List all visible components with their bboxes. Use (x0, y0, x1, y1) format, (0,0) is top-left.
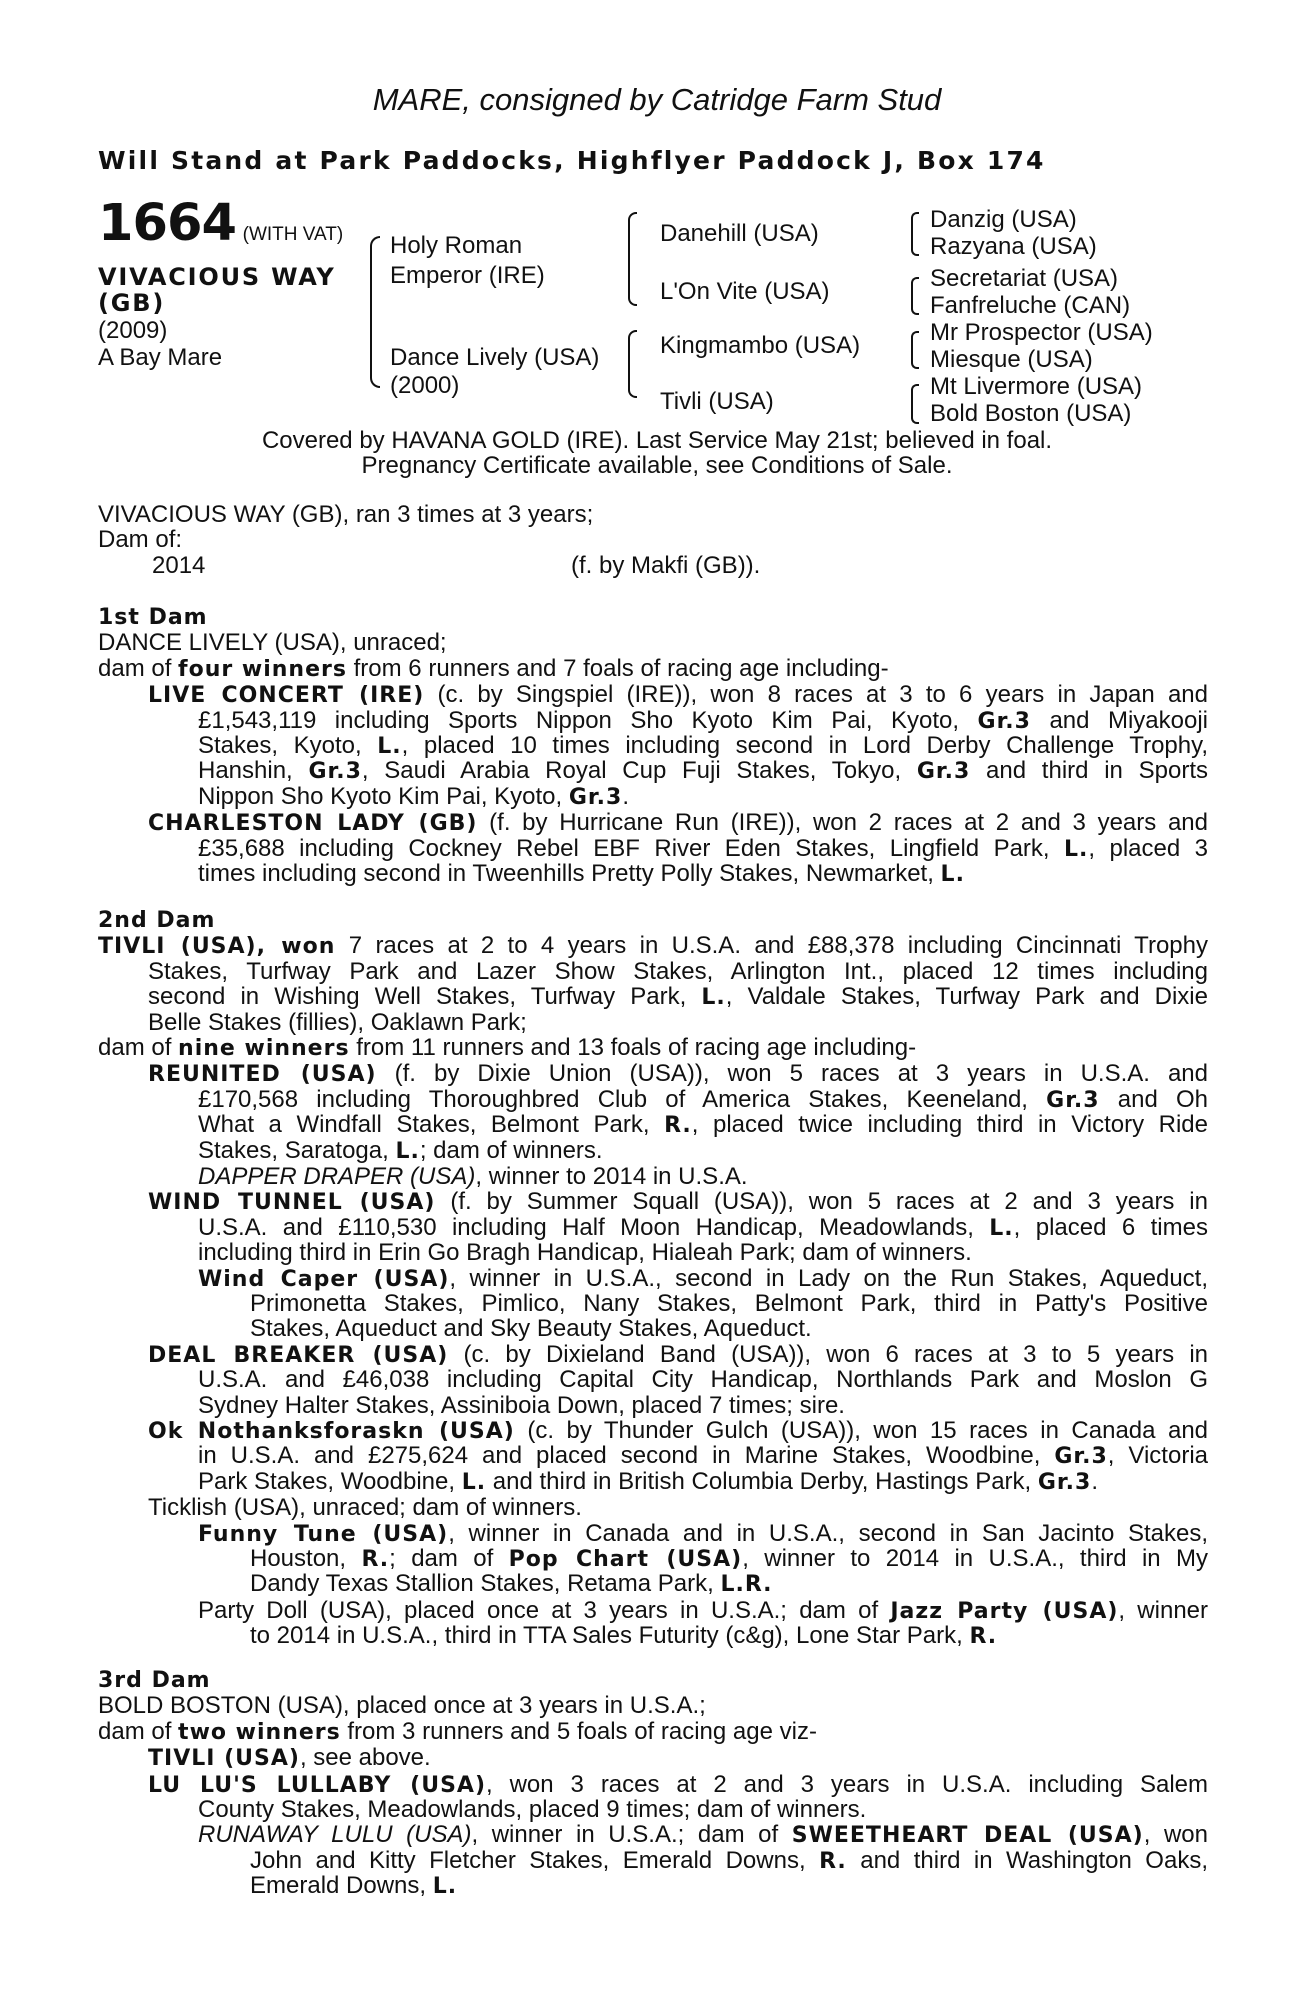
dam-dam: Tivli (USA) (660, 388, 774, 415)
sire-sire: Danehill (USA) (660, 220, 819, 247)
foal-row (98, 553, 1208, 578)
progeny-wind-caper: Wind Caper (USA), winner in U.S.A., second in Lady on the Run Stakes, Aqueduct, (198, 1265, 1208, 1291)
third-dam-intro: BOLD BOSTON (USA), placed once at 3 years in U.S.A.; (98, 1693, 706, 1719)
sire-dam: L'On Vite (USA) (660, 278, 830, 305)
horse-name: VIVACIOUS WAY (98, 263, 336, 291)
foal-year: 2014 (152, 552, 206, 579)
progeny-runaway-lulu: RUNAWAY LULU (USA), winner in U.S.A.; dam of SWEETHEART DEAL (USA), won (198, 1822, 1208, 1848)
pedigree-brace-tivli (911, 384, 919, 424)
dam-name: Dance Lively (USA) (390, 344, 600, 371)
lot-number-line (98, 194, 344, 253)
horse-country: (GB) (98, 289, 166, 317)
pedigree-brace-kingmambo (911, 331, 919, 369)
third-dam-heading: 3rd Dam (98, 1668, 211, 1693)
first-dam-summary: dam of four winners from 6 runners and 7 foals of racing age including- (98, 655, 889, 682)
progeny-ok-nothanksforaskn: Ok Nothanksforaskn (USA) (c. by Thunder Gulch (USA)), won 15 races in Canada and (148, 1417, 1208, 1444)
sds: Secretariat (USA) (930, 265, 1119, 292)
sire-country: Emperor (IRE) (390, 262, 545, 289)
dam-year: (2000) (390, 372, 460, 399)
second-dam-intro: TIVLI (USA), won 7 races at 2 to 4 years in U.S.A. and £88,378 including Cincinnati Trophy (98, 933, 1208, 959)
pregnancy-line: Pregnancy Certificate available, see Conditions of Sale. (361, 452, 953, 479)
progeny-lu-lus-lullaby: LU LU'S LULLABY (USA), won 3 races at 2 and 3 years in U.S.A. including Salem (148, 1771, 1208, 1798)
first-dam-section: 1st Dam DANCE LIVELY (USA), unraced; dam of four winners from 6 runners and 7 foals of racing age including- LIVE CONCERT (IRE) (c. by Singspiel (IRE)), won 8 races at 3 to 6 years in Japan and £1,543,119 including Sports Nippon Sho Kyoto Kim Pai, Kyoto, Gr.3 and Miyakooji Stakes, Kyoto, L., placed 10 times including second in Lord Derby Challenge Trophy, Hanshin, Gr.3, Saudi Arabia Royal Cup Fuji Stakes, Tokyo, Gr.3 and third in Sports Nippon Sho Kyoto Kim Pai, Kyoto, Gr.3. CHARLESTON LADY (GB) (f. by Hurricane Run (IRE)), won 2 races at 2 and 3 years and £35,688 including Cockney Rebel EBF River Eden Stakes, Lingfield Park, L., placed 3 times including second in Tweenhills Pretty Polly Stakes, Newmarket, L. (98, 605, 1208, 887)
second-dam-section: 2nd Dam TIVLI (USA), won 7 races at 2 to 4 years in U.S.A. and £88,378 including Cincinnati Trophy Stakes, Turfway Park and Lazer Show Stakes, Arlington Int., placed 12 times including second in Wishing Well Stakes, Turfway Park, L., Valdale Stakes, Turfway Park and Dixie Belle Stakes (fillies), Oaklawn Park; dam of nine winners from 11 runners and 13 foals of racing age including- REUNITED (USA) (f. by Dixie Union (USA)), won 5 races at 3 years in U.S.A. and £170,568 including Thoroughbred Club of America Stakes, Keeneland, Gr.3 and Oh What a Windfall Stakes, Belmont Park, R., placed twice including third in Victory Ride Stakes, Saratoga, L.; dam of winners. DAPPER DRAPER (USA), winner to 2014 in U.S.A. WIND TUNNEL (USA) (f. by Summer Squall (USA)), won 5 races at 2 and 3 years in U.S.A. and £110,530 including Half Moon Handicap, Meadowlands, L., placed 6 times including third in Erin Go Bragh Handicap, Hialeah Park; dam of winners. Wind Caper (USA), winner in U.S.A., second in Lady on the Run Stakes, Aqueduct, Primonetta Stakes, Pimlico, Nany Stakes, Belmont Park, third in Patty's Positive Stakes, Aqueduct and Sky Beauty Stakes, Aqueduct. DEAL BREAKER (USA) (c. by Dixieland Band (USA)), won 6 races at 3 to 5 years in U.S.A. and £46,038 including Capital City Handicap, Northlands Park and Moslon G Sydney Halter Stakes, Assiniboia Down, placed 7 times; sire. Ok Nothanksforaskn (USA) (c. by Thunder Gulch (USA)), won 15 races in Canada and in U.S.A. and £275,624 and placed second in Marine Stakes, Woodbine, Gr.3, Victoria Park Stakes, Woodbine, L. and third in British Columbia Derby, Hastings Park, Gr.3. Ticklish (USA), unraced; dam of winners. Funny Tune (USA), winner in Canada and in U.S.A., second in San Jacinto Stakes, Houston, R.; dam of Pop Chart (USA), winner to 2014 in U.S.A., third in My Dandy Texas Stallion Stakes, Retama Park, L.R. Party Doll (USA), placed once at 3 years in U.S.A.; dam of Jazz Party (USA), winner to 2014 in U.S.A., third in TTA Sales Futurity (c&g), Lone Star Park, R. (98, 908, 1208, 1650)
dam-of-label: Dam of: (98, 527, 183, 553)
lot-number: 1664 (98, 194, 236, 253)
third-dam-summary: dam of two winners from 3 runners and 5 foals of racing age viz- (98, 1718, 817, 1745)
progeny-wind-tunnel: WIND TUNNEL (USA) (f. by Summer Squall (USA)), won 5 races at 2 and 3 years in (148, 1189, 1208, 1215)
progeny-ticklish: Ticklish (USA), unraced; dam of winners. (148, 1495, 582, 1521)
pedigree-brace-danehill (911, 212, 919, 256)
race-record (98, 502, 1208, 578)
progeny-tivli: TIVLI (USA), see above. (148, 1745, 431, 1772)
horse-description: A Bay Mare (98, 344, 223, 371)
progeny-funny-tune: Funny Tune (USA), winner in Canada and in U.S.A., second in San Jacinto Stakes, (198, 1520, 1208, 1546)
sss: Danzig (USA) (930, 206, 1077, 233)
third-dam-section: 3rd Dam BOLD BOSTON (USA), placed once at 3 years in U.S.A.; dam of two winners from 3 runners and 5 foals of racing age viz- TIVLI (USA), see above. LU LU'S LULLABY (USA), won 3 races at 2 and 3 years in U.S.A. including Salem County Stakes, Meadowlands, placed 9 times; dam of winners. RUNAWAY LULU (USA), winner in U.S.A.; dam of SWEETHEART DEAL (USA), won John and Kitty Fletcher Stakes, Emerald Downs, R. and third in Washington Oaks, Emerald Downs, L. (98, 1668, 1208, 1900)
progeny-live-concert: LIVE CONCERT (IRE) (c. by Singspiel (IRE)), won 8 races at 3 to 6 years in Japan and (148, 682, 1208, 708)
progeny-reunited: REUNITED (USA) (f. by Dixie Union (USA)), won 5 races at 3 years in U.S.A. and (148, 1061, 1208, 1087)
page-title: MARE, consigned by Catridge Farm Stud (372, 82, 942, 117)
second-dam-heading: 2nd Dam (98, 908, 216, 933)
pedigree-brace-dam (628, 330, 637, 398)
second-dam-summary: dam of nine winners from 11 runners and 13 foals of racing age including- (98, 1034, 917, 1061)
dsd: Miesque (USA) (930, 346, 1093, 373)
first-dam-heading: 1st Dam (98, 605, 208, 630)
sire-name: Holy Roman (390, 232, 523, 259)
ddd: Bold Boston (USA) (930, 400, 1132, 427)
vat-label: (WITH VAT) (242, 224, 344, 245)
location-line: Will Stand at Park Paddocks, Highflyer Paddock J, Box 174 (98, 146, 1046, 175)
sdd: Fanfreluche (CAN) (930, 292, 1131, 319)
covered-line: Covered by HAVANA GOLD (IRE). Last Service May 21st; believed in foal. (261, 427, 1053, 454)
progeny-deal-breaker: DEAL BREAKER (USA) (c. by Dixieland Band (USA)), won 6 races at 3 to 5 years in (148, 1341, 1208, 1368)
progeny-party-doll: Party Doll (USA), placed once at 3 years in U.S.A.; dam of Jazz Party (USA), winner (198, 1597, 1208, 1624)
dss: Mr Prospector (USA) (930, 319, 1153, 346)
mare-record: VIVACIOUS WAY (GB), ran 3 times at 3 years; (98, 502, 594, 528)
horse-year: (2009) (98, 317, 168, 344)
dds: Mt Livermore (USA) (930, 373, 1143, 400)
foal-desc: (f. by Makfi (GB)). (571, 552, 761, 579)
progeny-charleston-lady: CHARLESTON LADY (GB) (f. by Hurricane Run (IRE)), won 2 races at 2 and 3 years and (148, 810, 1208, 836)
pedigree-brace-gen1 (370, 236, 380, 388)
pedigree-brace-lonvite (911, 277, 919, 315)
ssd: Razyana (USA) (930, 233, 1097, 260)
pedigree-brace-sire (628, 212, 637, 306)
first-dam-intro: DANCE LIVELY (USA), unraced; (98, 630, 447, 656)
dam-sire: Kingmambo (USA) (660, 332, 861, 359)
